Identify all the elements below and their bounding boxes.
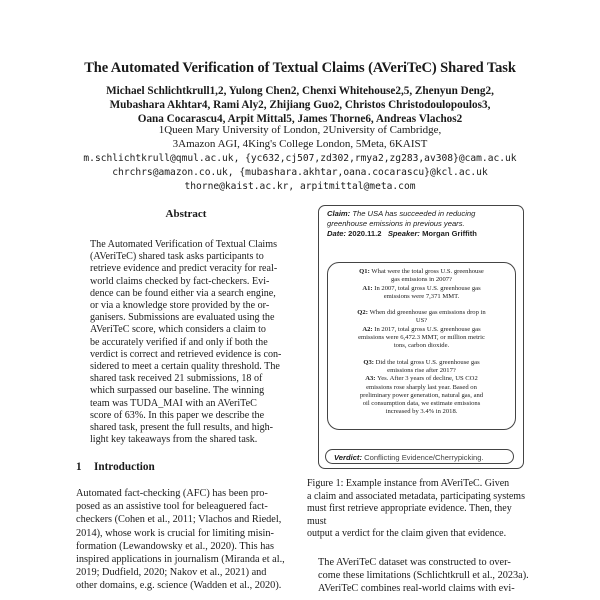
question-text: US? <box>415 317 428 325</box>
abstract-body <box>90 239 284 446</box>
abstract-line: or via a knowledge store provided by the or- <box>90 300 270 312</box>
introduction-line: inspired applications in journalism (Miranda et al., <box>76 554 285 566</box>
answer-line <box>334 392 509 400</box>
section-title: Introduction <box>94 461 155 473</box>
answer-text: emissions were 6,472.3 MMT, or million metric <box>358 334 485 342</box>
answer-line <box>334 408 509 416</box>
author-emails <box>0 152 600 195</box>
email-line-2: chrchrs@amazon.co.uk, {mubashara.akhtar,oana.cocarascu}@kcl.ac.uk <box>112 167 488 179</box>
abstract-line: shared task, present the full results, and high- <box>90 422 274 434</box>
answer-line <box>334 285 509 293</box>
introduction-line: formation (Lewandowsky et al., 2020). This has <box>76 540 274 552</box>
claim-line <box>327 209 515 219</box>
question-text: Did the total gross U.S. greenhouse gas <box>375 358 480 366</box>
author-line-2: Mubashara Akhtar4, Rami Aly2, Zhijiang Guo2, Christos Christodoulopoulos3, <box>109 99 491 112</box>
question-line <box>334 309 509 317</box>
speaker-value: Morgan Griffith <box>422 229 477 238</box>
question-line <box>334 317 509 325</box>
abstract-line: light key takeaways from the shared task. <box>90 434 258 446</box>
verdict-label: Verdict: <box>334 453 362 462</box>
claim-text-1: The USA has succeeded in reducing <box>352 209 476 218</box>
abstract-line: world claims checked by fact-checkers. Evi- <box>90 275 270 287</box>
question-text: gas emissions in 2007? <box>391 276 452 284</box>
answer-line <box>334 375 509 383</box>
qa-item <box>334 309 509 350</box>
abstract-heading: Abstract <box>165 208 207 220</box>
answer-line <box>334 334 509 342</box>
author-list <box>0 84 600 127</box>
affiliation-line-1: 1Queen Mary University of London, 2University of Cambridge, <box>158 124 442 136</box>
introduction-line: other domains, e.g. science (Wadden et al., 2020). <box>76 580 282 592</box>
author-line-1: Michael Schlichtkrull1,2, Yulong Chen2, Chenxi Whitehouse2,5, Zhenyun Deng2, <box>106 85 494 97</box>
introduction-line: Automated fact-checking (AFC) has been pro- <box>76 488 268 499</box>
verdict-value: Conflicting Evidence/Cherrypicking. <box>364 453 484 462</box>
abstract-line: The Automated Verification of Textual Claims <box>90 239 278 250</box>
answer-label: A1: <box>362 284 375 292</box>
figure-caption <box>307 478 529 541</box>
author-line-3: Oana Cocarascu4, Arpit Mittal5, James Thorne6, Andreas Vlachos2 <box>137 113 463 126</box>
paragraph-line: AVeriTeC combines real-world claims with evi- <box>318 583 515 595</box>
answer-text: tons, carbon dioxide. <box>393 342 450 350</box>
answer-text: emissions rose sharply last year. Based on <box>366 383 477 391</box>
abstract-line: AVeriTeC score, which considers a claim to <box>90 324 266 336</box>
section-number: 1 <box>76 461 82 473</box>
answer-line <box>334 384 509 392</box>
question-label: Q3: <box>363 358 376 366</box>
date-label: Date: <box>327 229 346 238</box>
question-text: What were the total gross U.S. greenhouse <box>371 268 484 275</box>
introduction-line: 2019; Dudfield, 2020; Nakov et al., 2021) and <box>76 567 267 579</box>
abstract-line: sidered to meet a certain quality threshold. The <box>90 361 280 373</box>
affiliation-line-2: 3Amazon AGI, 4King's College London, 5Meta, 6KAIST <box>172 138 428 150</box>
right-column-paragraph <box>318 556 530 596</box>
question-text: When did greenhouse gas emissions drop in <box>369 309 486 317</box>
introduction-body <box>76 487 298 593</box>
email-line-1: m.schlichtkrull@qmul.ac.uk, {yc632,cj507,zd302,rmya2,zg283,av308}@cam.ac.uk <box>83 153 517 164</box>
abstract-line: which surpassed our baseline. The winning <box>90 385 265 397</box>
figure-verdict-box <box>325 449 514 464</box>
introduction-line: 2014), whose work is crucial for limiting misin- <box>76 527 274 539</box>
answer-line <box>334 342 509 350</box>
caption-line: a claim and associated metadata, participating systems <box>307 490 525 502</box>
answer-text: emissions were 7,371 MMT. <box>383 292 460 300</box>
question-line <box>334 268 509 276</box>
section-heading-introduction <box>76 461 155 473</box>
date-value: 2020.11.2 <box>348 229 382 238</box>
qa-item <box>334 359 509 417</box>
paper-title: The Automated Verification of Textual Claims (AVeriTeC) Shared Task <box>84 60 516 76</box>
abstract-line: retrieve evidence and predict veracity for real- <box>90 263 278 275</box>
answer-text: In 2017, total gross U.S. greenhouse gas <box>374 325 481 333</box>
question-line <box>334 359 509 367</box>
speaker-label: Speaker: <box>387 229 420 238</box>
answer-label: A3: <box>365 375 378 383</box>
paragraph-line: The AVeriTeC dataset was constructed to over- <box>318 557 511 568</box>
abstract-line: dence can be found either via a search engine, <box>90 287 276 299</box>
answer-text: Yes. After 3 years of decline, US CO2 <box>377 375 478 383</box>
email-line-3: thorne@kaist.ac.kr, arpitmittal@meta.com <box>184 181 416 193</box>
question-text: emissions rise after 2017? <box>387 366 456 374</box>
abstract-line: score of 63%. In this paper we describe the <box>90 409 265 421</box>
figure-qa-box <box>327 262 516 430</box>
answer-line <box>334 293 509 301</box>
figure-claim-block <box>327 209 515 239</box>
introduction-line: posed as an assistive tool for beleaguered fact- <box>76 501 268 513</box>
answer-text: preliminary power generation, natural gas, and <box>359 391 484 399</box>
answer-label: A2: <box>362 325 375 333</box>
answer-text: In 2007, total gross U.S. greenhouse gas <box>374 284 481 292</box>
abstract-line: (AVeriTeC) shared task asks participants to <box>90 251 264 263</box>
caption-line: output a verdict for the claim given that evidence. <box>307 528 507 540</box>
question-label: Q1: <box>359 268 372 275</box>
abstract-line: be accurately verified if and only if both the <box>90 336 268 348</box>
answer-line <box>334 326 509 334</box>
abstract-line: verdict is correct and retrieved evidence is con- <box>90 348 282 360</box>
question-line <box>334 367 509 375</box>
affiliations <box>0 123 600 151</box>
answer-text: increased by 3.4% in 2018. <box>385 408 458 416</box>
introduction-line: checkers (Cohen et al., 2011; Vlachos and Riedel, <box>76 514 282 526</box>
answer-line <box>334 400 509 408</box>
answer-text: oil consumption data, we estimate emissions <box>362 400 481 408</box>
claim-label: Claim: <box>327 209 351 218</box>
caption-line: must first retrieve appropriate evidence. Then, they must <box>307 503 512 527</box>
caption-line: Figure 1: Example instance from AVeriTeC. Given <box>307 478 510 489</box>
abstract-line: ganisers. Submissions are evaluated using the <box>90 312 275 324</box>
claim-text-2: greenhouse emissions in previous years. <box>327 219 465 228</box>
qa-item <box>334 268 509 301</box>
paragraph-line: come these limitations (Schlichtkrull et al., 2023a). <box>318 570 529 582</box>
question-line <box>334 276 509 284</box>
claim-meta <box>327 229 515 239</box>
abstract-line: shared task received 21 submissions, 18 of <box>90 373 263 385</box>
question-label: Q2: <box>357 309 370 317</box>
abstract-line: team was TUDA_MAI with an AVeriTeC <box>90 397 257 409</box>
